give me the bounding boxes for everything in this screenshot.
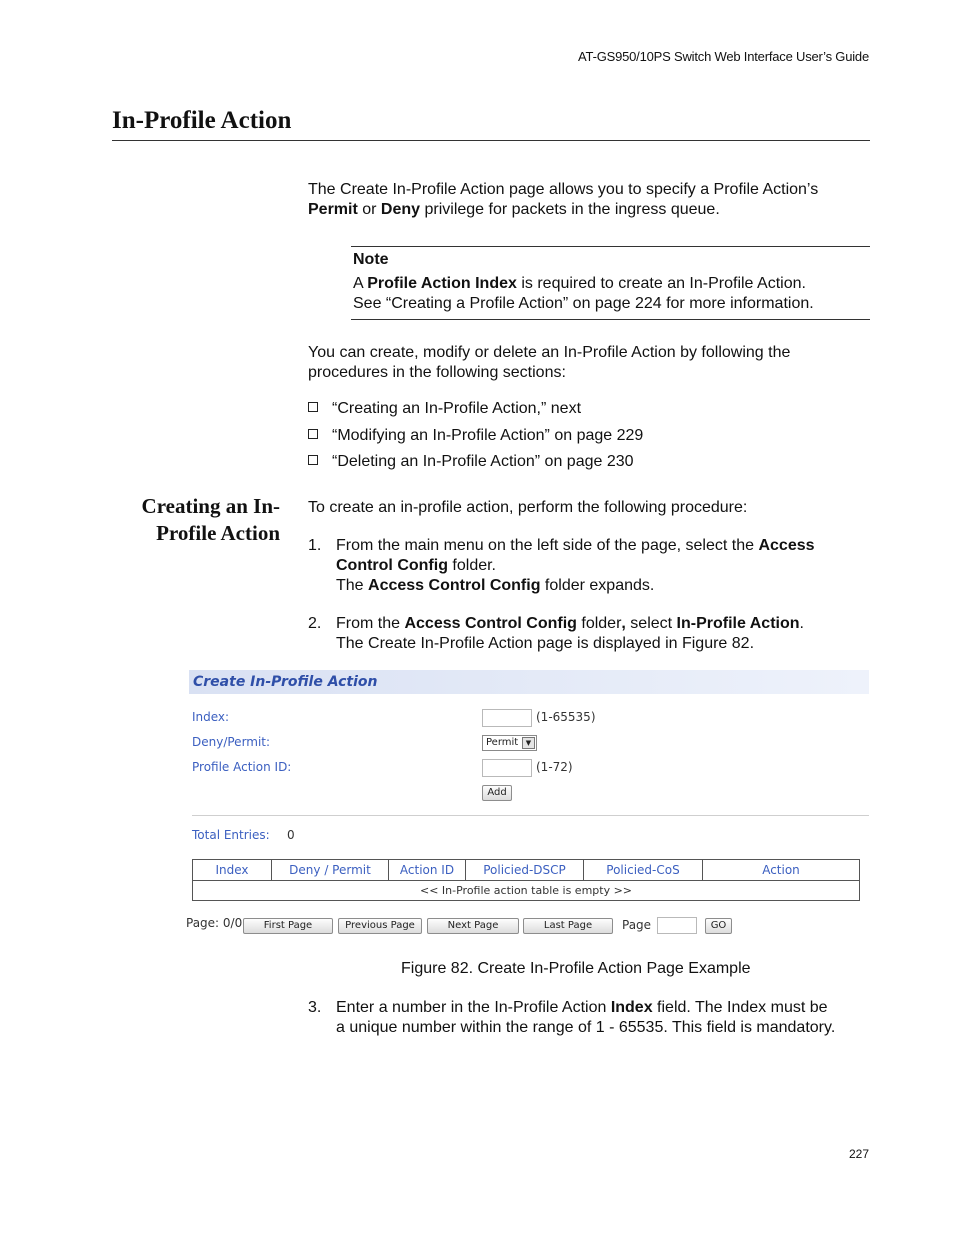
note-box bbox=[351, 246, 870, 320]
page-number: 227 bbox=[848, 1147, 869, 1161]
deny-permit-select[interactable] bbox=[482, 735, 537, 751]
profile-action-id-label: Profile Action ID: bbox=[192, 760, 292, 774]
step-text-run: field. The Index must be bbox=[652, 999, 828, 1016]
step-number: 3. bbox=[308, 999, 322, 1016]
intro-paragraph bbox=[308, 180, 878, 220]
step-term: Access bbox=[758, 537, 815, 554]
checkbox-bullet-icon bbox=[308, 429, 318, 439]
section-title: In-Profile Action bbox=[112, 107, 292, 134]
list-item bbox=[308, 427, 643, 445]
page-label: Page bbox=[622, 918, 652, 932]
list-item-text: “Deleting an In-Profile Action” on page 230 bbox=[332, 453, 634, 470]
list-item-text: “Creating an In-Profile Action,” next bbox=[332, 400, 582, 417]
running-header: AT-GS950/10PS Switch Web Interface User’s Guide bbox=[578, 49, 869, 64]
checkbox-bullet-icon bbox=[308, 402, 318, 412]
procedure-intro: To create an in-profile action, perform the following procedure: bbox=[308, 499, 748, 516]
step-text bbox=[336, 536, 876, 596]
step-term: Control Config bbox=[336, 557, 448, 574]
note-term: Profile Action Index bbox=[367, 275, 517, 292]
table-row bbox=[193, 881, 860, 901]
step-1 bbox=[308, 536, 878, 596]
step-term: In-Profile Action bbox=[676, 615, 800, 632]
step-text-run: a unique number within the range of 1 - 65535. This field is mandatory. bbox=[336, 1019, 836, 1036]
step-text-run: folder expands. bbox=[540, 577, 655, 594]
index-range-hint: (1-65535) bbox=[536, 710, 596, 724]
step-number: 1. bbox=[308, 537, 322, 554]
deny-term: Deny bbox=[380, 201, 421, 218]
table-header-row bbox=[193, 860, 860, 881]
step-text-run: select bbox=[625, 615, 677, 632]
title-rule bbox=[112, 140, 870, 141]
column-header: Policied-CoS bbox=[584, 860, 703, 881]
permit-term: Permit bbox=[308, 201, 358, 218]
in-profile-action-table bbox=[192, 859, 860, 901]
note-text: A bbox=[353, 275, 368, 292]
overview-line-1: You can create, modify or delete an In-Profile Action by following the bbox=[308, 344, 791, 361]
step-term: Access Control Config bbox=[368, 577, 541, 594]
note-text: is required to create an In-Profile Action. bbox=[516, 275, 806, 292]
step-number: 2. bbox=[308, 615, 322, 632]
note-line-2: See “Creating a Profile Action” on page 224 for more information. bbox=[353, 295, 814, 312]
step-text-run: , bbox=[621, 615, 626, 632]
create-in-profile-action-figure bbox=[186, 670, 870, 940]
overview-paragraph bbox=[308, 343, 878, 383]
profile-action-id-hint: (1-72) bbox=[536, 760, 573, 774]
step-text-run: The bbox=[336, 577, 369, 594]
next-page-button[interactable]: Next Page bbox=[427, 918, 519, 934]
profile-action-id-input[interactable] bbox=[482, 759, 532, 777]
total-entries-value: 0 bbox=[287, 828, 295, 842]
column-header: Index bbox=[193, 860, 272, 881]
figure-caption: Figure 82. Create In-Profile Action Page Example bbox=[401, 960, 751, 977]
step-text-run: Enter a number in the In-Profile Action bbox=[336, 999, 611, 1016]
step-text bbox=[336, 614, 876, 654]
step-text-run: folder bbox=[576, 615, 622, 632]
empty-table-message: << In-Profile action table is empty >> bbox=[193, 881, 860, 901]
checkbox-bullet-icon bbox=[308, 455, 318, 465]
last-page-button[interactable]: Last Page bbox=[523, 918, 613, 934]
intro-line-2 bbox=[308, 200, 878, 220]
first-page-button[interactable]: First Page bbox=[243, 918, 333, 934]
column-header: Action bbox=[703, 860, 860, 881]
intro-text: or bbox=[357, 201, 381, 218]
divider bbox=[192, 815, 869, 816]
subsection-title-line: Profile Action bbox=[156, 521, 280, 545]
chevron-down-icon: ▼ bbox=[522, 737, 535, 749]
note-line-1 bbox=[353, 274, 806, 294]
step-term: Access Control Config bbox=[404, 615, 577, 632]
step-text-run: From the main menu on the left side of the page, select the bbox=[336, 537, 759, 554]
page-number-input[interactable] bbox=[657, 917, 697, 934]
overview-line-2: procedures in the following sections: bbox=[308, 364, 566, 381]
list-item bbox=[308, 453, 634, 471]
index-label: Index: bbox=[192, 710, 230, 724]
index-input[interactable] bbox=[482, 709, 532, 727]
deny-permit-value: Permit bbox=[486, 737, 519, 748]
step-text-run: The Create In-Profile Action page is displayed in Figure 82. bbox=[336, 635, 755, 652]
column-header: Policied-DSCP bbox=[466, 860, 584, 881]
deny-permit-label: Deny/Permit: bbox=[192, 735, 271, 749]
list-item bbox=[308, 400, 581, 418]
step-text bbox=[336, 998, 881, 1038]
add-button[interactable]: Add bbox=[482, 785, 512, 801]
previous-page-button[interactable]: Previous Page bbox=[338, 918, 422, 934]
intro-line-1: The Create In-Profile Action page allows you to specify a Profile Action’s bbox=[308, 181, 819, 198]
step-term: Index bbox=[610, 999, 653, 1016]
panel-title: Create In-Profile Action bbox=[193, 674, 378, 690]
column-header: Deny / Permit bbox=[272, 860, 389, 881]
step-text-run: From the bbox=[336, 615, 405, 632]
step-text-run: . bbox=[799, 615, 804, 632]
panel-title-bar bbox=[189, 670, 869, 694]
subsection-title-line: Creating an In- bbox=[141, 494, 280, 518]
step-text-run: folder. bbox=[447, 557, 496, 574]
step-3 bbox=[308, 998, 878, 1038]
step-2 bbox=[308, 614, 878, 654]
go-button[interactable]: GO bbox=[705, 918, 732, 934]
list-item-text: “Modifying an In-Profile Action” on page 229 bbox=[332, 427, 644, 444]
subsection-title bbox=[142, 493, 280, 547]
total-entries-label: Total Entries: bbox=[192, 828, 270, 842]
page-info: Page: 0/0 bbox=[186, 916, 243, 930]
note-title: Note bbox=[353, 251, 389, 268]
column-header: Action ID bbox=[389, 860, 466, 881]
intro-text: privilege for packets in the ingress queue. bbox=[420, 201, 720, 218]
